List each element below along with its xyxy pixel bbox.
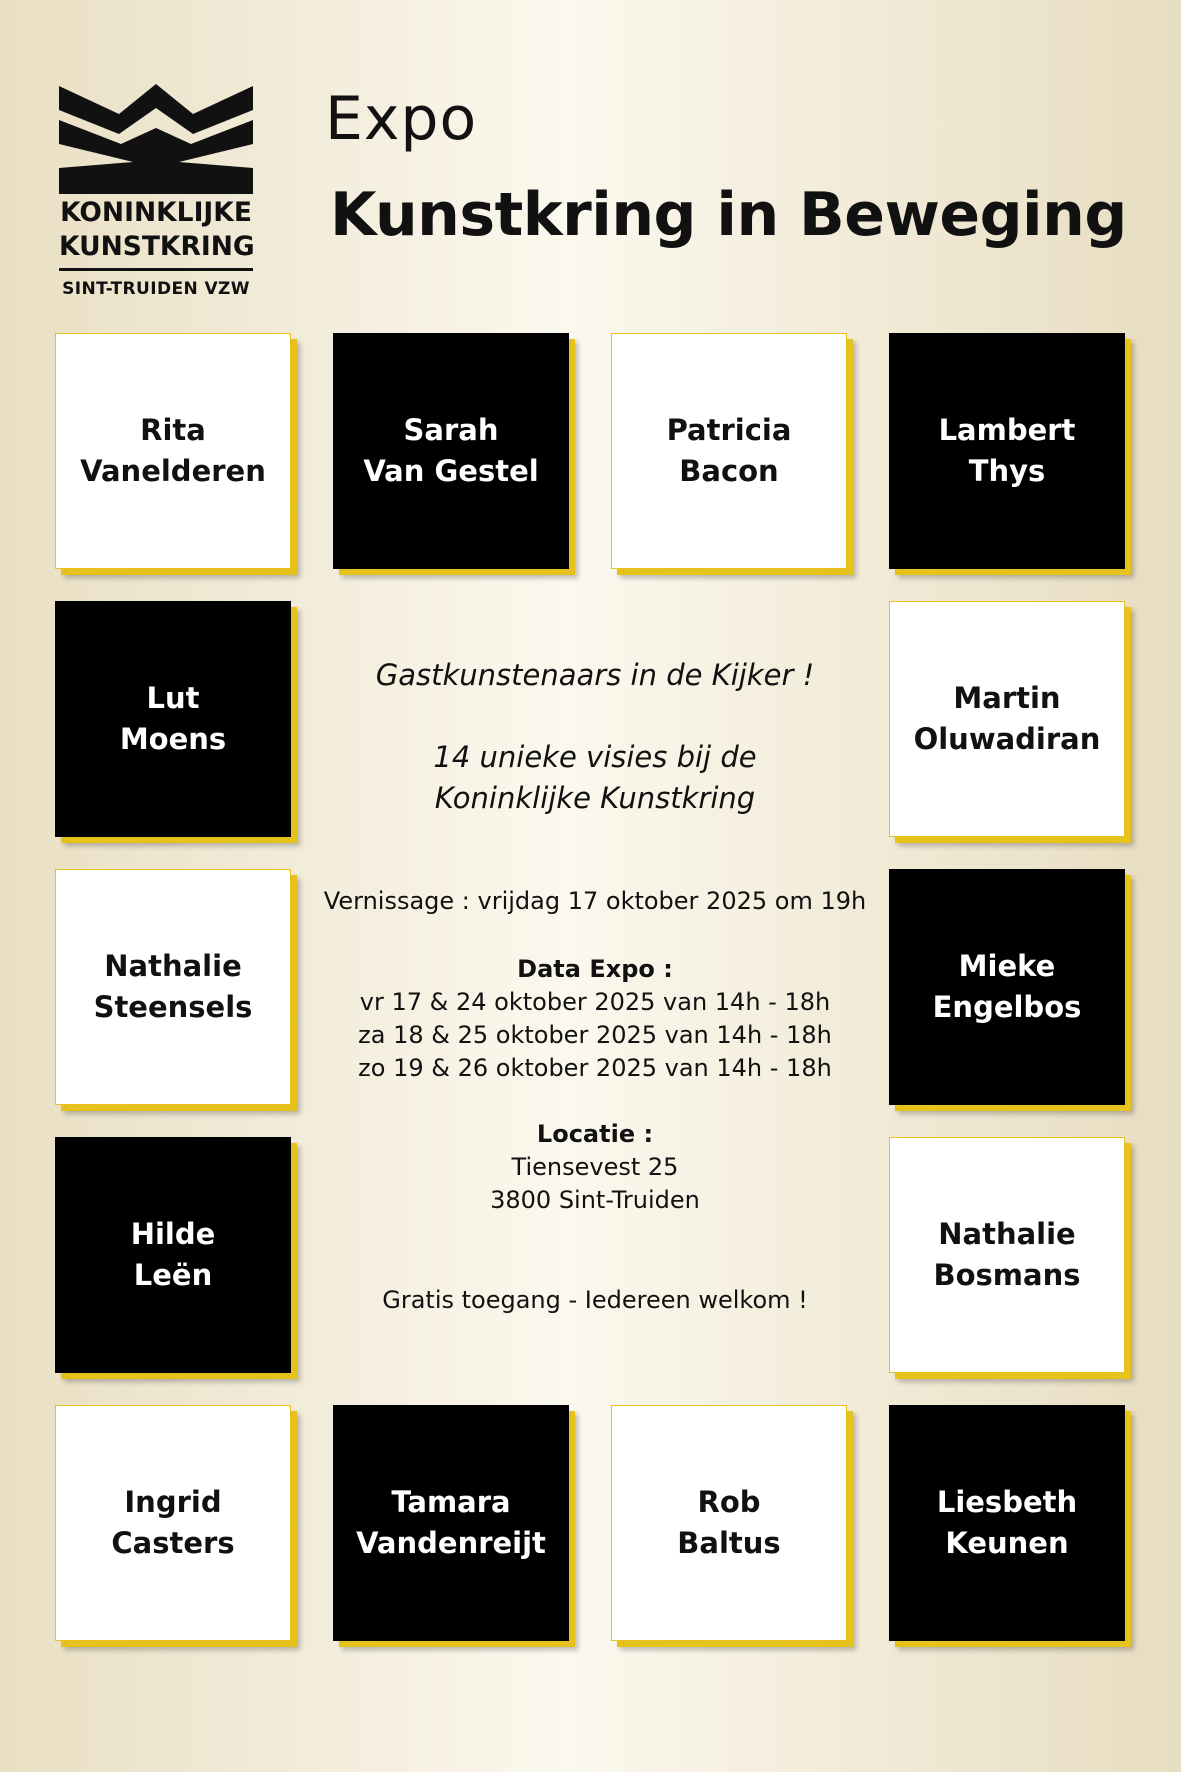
- artist-name: Ingrid Casters: [111, 1485, 235, 1560]
- tagline: [300, 655, 890, 819]
- artist-tile: [889, 1137, 1125, 1373]
- logo-line-2: KUNSTKRING: [59, 231, 255, 262]
- artist-tile: [889, 1405, 1125, 1641]
- tagline-line-2: 14 unieke visies bij de: [433, 740, 757, 774]
- artist-name: Lut Moens: [119, 681, 227, 756]
- logo-divider: [59, 268, 253, 271]
- artist-tile: [333, 333, 569, 569]
- artist-name: Lambert Thys: [938, 413, 1076, 488]
- artist-tile: [611, 1405, 847, 1641]
- artist-name: Tamara Vandenreijt: [356, 1485, 546, 1560]
- artist-tile: [889, 333, 1125, 569]
- dates-heading: Data Expo :: [517, 955, 673, 983]
- date-line: zo 19 & 26 oktober 2025 van 14h - 18h: [358, 1054, 832, 1082]
- artist-tile: [889, 869, 1125, 1105]
- admission-text: Gratis toegang - Iedereen welkom !: [382, 1286, 808, 1314]
- page-title: Kunstkring in Beweging: [330, 180, 1127, 250]
- artist-tile: [333, 1405, 569, 1641]
- logo-line-1: KONINKLIJKE: [60, 197, 252, 228]
- logo-line-3: SINT-TRUIDEN VZW: [62, 279, 250, 299]
- artist-tile: [55, 1137, 291, 1373]
- artist-name: Nathalie Bosmans: [933, 1217, 1081, 1292]
- artist-name: Rita Vanelderen: [80, 413, 266, 488]
- logo: [59, 84, 253, 306]
- dates-block: [300, 953, 890, 1085]
- artist-tile: [55, 601, 291, 837]
- artist-name: Rob Baltus: [677, 1485, 781, 1560]
- vernissage-text: Vernissage : vrijdag 17 oktober 2025 om 19h: [323, 887, 867, 915]
- artist-tile: [55, 1405, 291, 1641]
- tagline-line-1: Gastkunstenaars in de Kijker !: [375, 658, 815, 692]
- location-block: [300, 1118, 890, 1217]
- artist-tile: [611, 333, 847, 569]
- artist-tile: [889, 601, 1125, 837]
- artist-tile: [55, 333, 291, 569]
- artist-tile: [55, 869, 291, 1105]
- date-line: vr 17 & 24 oktober 2025 van 14h - 18h: [359, 988, 831, 1016]
- crown-k-logo-icon: [59, 84, 253, 194]
- location-heading: Locatie :: [536, 1120, 654, 1148]
- artist-name: Patricia Bacon: [666, 413, 792, 488]
- tagline-line-3: Koninklijke Kunstkring: [434, 781, 756, 815]
- address-line: Tiensevest 25: [511, 1153, 679, 1181]
- date-line: za 18 & 25 oktober 2025 van 14h - 18h: [358, 1021, 832, 1049]
- artist-name: Hilde Leën: [130, 1217, 216, 1292]
- artist-name: Nathalie Steensels: [93, 949, 253, 1024]
- address-line: 3800 Sint-Truiden: [490, 1186, 700, 1214]
- artist-name: Mieke Engelbos: [932, 949, 1082, 1024]
- artist-name: Martin Oluwadiran: [913, 681, 1101, 756]
- artist-name: Liesbeth Keunen: [936, 1485, 1078, 1560]
- header-pretitle: Expo: [325, 84, 478, 154]
- artist-name: Sarah Van Gestel: [363, 413, 539, 488]
